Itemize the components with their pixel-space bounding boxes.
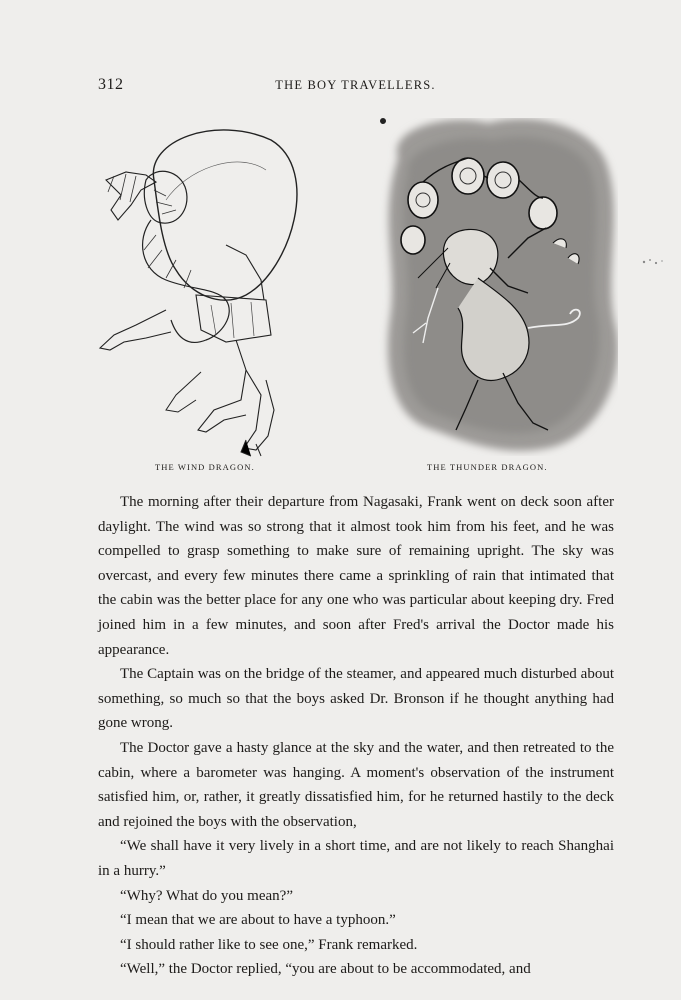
paragraph: The morning after their departure from Nagasaki, Frank went on deck soon after daylight. The wind was so strong that it almost took him from his feet, and he was compelled to grasp something to make sure of remaining upright. The sky was overcast, and every few minutes there came a sprinkling of rain that intimated that the cabin was the better place for any one who was particular about keeping dry. Fred joined him in a few minutes, and soon after Fred's arrival the Doctor made his appearance.	[98, 494, 614, 658]
page-header	[98, 76, 613, 98]
page-number: 312	[98, 76, 124, 93]
thunder-dragon-caption: THE THUNDER DRAGON.	[427, 462, 548, 472]
wind-dragon-caption: THE WIND DRAGON.	[155, 462, 255, 472]
paragraph: “Why? What do you mean?”	[120, 887, 293, 904]
paragraph: “We shall have it very lively in a short time, and are not likely to reach Shanghai in a hurry.”	[98, 838, 614, 879]
paragraph: “I should rather like to see one,” Frank remarked.	[120, 936, 418, 953]
wind-dragon-illustration	[96, 110, 306, 462]
paragraph: The Doctor gave a hasty glance at the sky and the water, and then retreated to the cabin, where a barometer was hanging. A moment's observation of the instrument satisfied him, or, rather, it greatly dissatisfied him, for he returned hastily to the deck and rejoined the boys with the observation,	[98, 739, 614, 830]
paragraph: The Captain was on the bridge of the steamer, and appeared much disturbed about something, so much so that the boys asked Dr. Bronson if he thought anything had gone wrong.	[98, 666, 614, 732]
thunder-dragon-illustration	[378, 118, 618, 456]
paragraph: “Well,” the Doctor replied, “you are about to be accommodated, and	[120, 961, 531, 978]
margin-smudge	[640, 255, 668, 269]
ink-dot	[380, 118, 386, 124]
running-head: THE BOY TRAVELLERS.	[275, 78, 436, 92]
paragraph: “I mean that we are about to have a typhoon.”	[120, 912, 396, 929]
body-text	[98, 490, 614, 982]
